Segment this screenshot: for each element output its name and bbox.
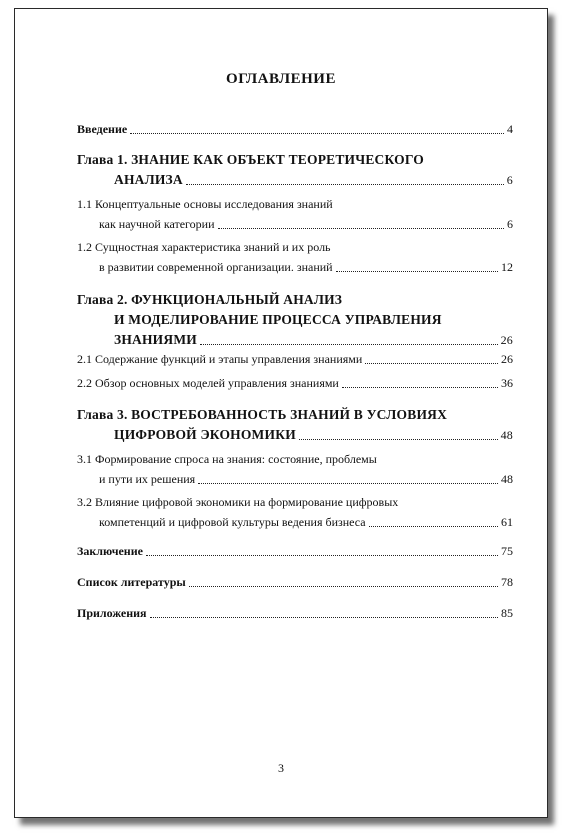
- toc-page-number: 4: [507, 122, 513, 136]
- toc-entry-section-2-2[interactable]: [77, 373, 513, 393]
- toc-page-number: 36: [501, 376, 513, 390]
- dot-leader: [146, 555, 498, 556]
- toc-entry-text: Введение: [77, 122, 128, 136]
- toc-entry-text: АНАЛИЗА: [114, 172, 183, 187]
- dot-leader: [189, 586, 498, 587]
- toc-entry-chapter-3[interactable]: [77, 405, 513, 445]
- toc-entry-text: компетенций и цифровой культуры ведения бизнеса: [99, 515, 366, 529]
- toc-entry-chapter-1[interactable]: [77, 150, 513, 190]
- dot-leader: [365, 363, 498, 364]
- toc-page-number: 85: [501, 606, 513, 620]
- toc-page-number: 78: [501, 575, 513, 589]
- toc-entry-text: ЗНАНИЯМИ: [114, 332, 197, 347]
- toc-page-number: 26: [501, 352, 513, 366]
- toc-entry-text: 2.1 Содержание функций и этапы управления знаниями: [77, 352, 363, 366]
- toc-entry-text: 3.2 Влияние цифровой экономики на формирование цифровых: [77, 495, 399, 509]
- dot-leader: [369, 526, 498, 527]
- toc-entry-bibliography[interactable]: [77, 572, 513, 592]
- toc-entry-text: Заключение: [77, 544, 143, 558]
- dot-leader: [218, 228, 504, 229]
- toc-entry-text: Приложения: [77, 606, 147, 620]
- document-page: [14, 8, 548, 818]
- toc-entry-text: И МОДЕЛИРОВАНИЕ ПРОЦЕССА УПРАВЛЕНИЯ: [114, 312, 442, 327]
- toc-entry-section-1-1[interactable]: [77, 194, 513, 234]
- toc-entry-text: 3.1 Формирование спроса на знания: состояние, проблемы: [77, 452, 377, 466]
- toc-page-number: 26: [500, 333, 513, 347]
- toc-entry-text: 1.2 Сущностная характеристика знаний и их роль: [77, 240, 331, 254]
- dot-leader: [299, 439, 498, 440]
- page-number: 3: [278, 761, 284, 775]
- toc-entry-section-3-1[interactable]: [77, 449, 513, 489]
- toc-entry-text: Глава 1. ЗНАНИЕ КАК ОБЪЕКТ ТЕОРЕТИЧЕСКОГО: [77, 152, 425, 167]
- toc-entry-introduction[interactable]: [77, 119, 513, 139]
- toc-entry-text: и пути их решения: [99, 472, 196, 486]
- toc-entry-section-3-2[interactable]: [77, 492, 513, 532]
- dot-leader: [130, 133, 504, 134]
- dot-leader: [150, 617, 498, 618]
- toc-entry-text: 2.2 Обзор основных моделей управления знаниями: [77, 376, 339, 390]
- toc-page-number: 61: [501, 515, 513, 529]
- toc-entry-text: в развитии современной организации. знаний: [99, 260, 333, 274]
- toc-page-number: 75: [501, 544, 513, 558]
- dot-leader: [342, 387, 498, 388]
- dot-leader: [198, 483, 498, 484]
- toc-page-number: 12: [501, 260, 513, 274]
- toc-entry-text: Список литературы: [77, 575, 186, 589]
- toc-page-number: 48: [500, 428, 513, 442]
- toc-entry-conclusion[interactable]: [77, 541, 513, 561]
- toc-entry-text: Глава 2. ФУНКЦИОНАЛЬНЫЙ АНАЛИЗ: [77, 292, 343, 307]
- toc-title: ОГЛАВЛЕНИЕ: [226, 71, 336, 87]
- toc-entry-section-1-2[interactable]: [77, 237, 513, 277]
- dot-leader: [200, 344, 498, 345]
- toc-entry-text: 1.1 Концептуальные основы исследования знаний: [77, 197, 333, 211]
- toc-entry-chapter-2[interactable]: [77, 290, 513, 350]
- dot-leader: [186, 184, 504, 185]
- toc-page-number: 48: [501, 472, 513, 486]
- toc-entry-text: Глава 3. ВОСТРЕБОВАННОСТЬ ЗНАНИЙ В УСЛОВИЯХ: [77, 407, 448, 422]
- toc-entry-appendices[interactable]: [77, 603, 513, 623]
- toc-entry-section-2-1[interactable]: [77, 349, 513, 369]
- toc-entry-text: ЦИФРОВОЙ ЭКОНОМИКИ: [114, 427, 296, 442]
- toc-page-number: 6: [507, 217, 513, 231]
- toc-entry-text: как научной категории: [99, 217, 215, 231]
- dot-leader: [336, 271, 498, 272]
- toc-page-number: 6: [506, 173, 513, 187]
